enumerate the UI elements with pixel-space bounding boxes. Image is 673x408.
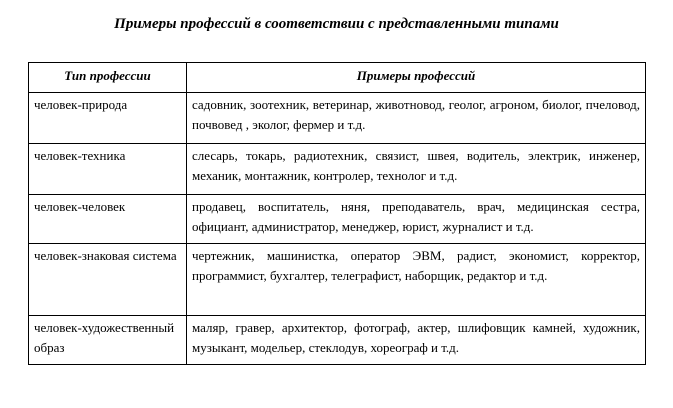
profession-examples-cell: слесарь, токарь, радиотехник, связист, швея, водитель, электрик, инженер, механик, монтажник, контролер, технолог и т.д. xyxy=(187,144,646,195)
profession-type-cell: человек-человек xyxy=(29,195,187,244)
table-row xyxy=(29,244,646,316)
profession-examples-cell: чертежник, машинистка, оператор ЭВМ, радист, экономист, корректор, программист, бухгалтер, телеграфист, наборщик, редактор и т.д. xyxy=(187,244,646,316)
profession-type-cell: человек-знаковая система xyxy=(29,244,187,316)
profession-examples-cell: садовник, зоотехник, ветеринар, животновод, геолог, агроном, биолог, пчеловод, почвовед , эколог, фермер и т.д. xyxy=(187,93,646,144)
table-header-row xyxy=(29,63,646,93)
profession-examples-cell: маляр, гравер, архитектор, фотограф, актер, шлифовщик камней, художник, музыкант, модельер, стеклодув, хореограф и т.д. xyxy=(187,316,646,365)
header-profession-type: Тип профессии xyxy=(29,63,187,93)
header-profession-examples: Примеры профессий xyxy=(187,63,646,93)
profession-type-cell: человек-художественный образ xyxy=(29,316,187,365)
page-title: Примеры профессий в соответствии с представленными типами xyxy=(114,16,559,32)
professions-table xyxy=(28,62,646,365)
table-row xyxy=(29,195,646,244)
profession-type-cell: человек-природа xyxy=(29,93,187,144)
table-row xyxy=(29,316,646,365)
table-row xyxy=(29,93,646,144)
table-row xyxy=(29,144,646,195)
profession-type-cell: человек-техника xyxy=(29,144,187,195)
profession-examples-cell: продавец, воспитатель, няня, преподаватель, врач, медицинская сестра, официант, администратор, менеджер, юрист, журналист и т.д. xyxy=(187,195,646,244)
